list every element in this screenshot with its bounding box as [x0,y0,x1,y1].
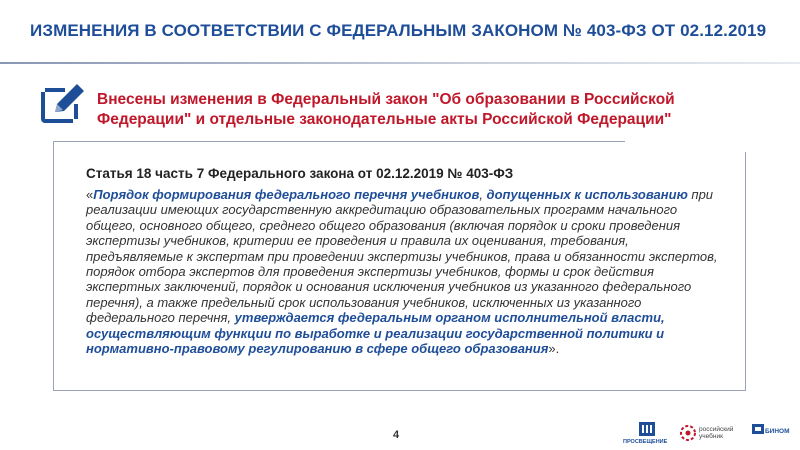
quote-emphasis-3: утверждается федеральным органом исполнительной власти, осуществляющим функции по выработке и реализации государственной политики и нормативно-правовому регулированию в сфере общего образования [86,310,665,357]
page-number: 4 [393,429,400,441]
title-divider [0,62,800,64]
intro-line-1: Внесены изменения в Федеральный закон "Об образовании в Российской [97,91,675,108]
frame-bottom-border [53,390,745,391]
edit-icon [41,82,87,124]
rossiyskiy-uchebnik-logo [679,420,739,446]
article-quote [86,187,726,356]
article-heading: Статья 18 часть 7 Федерального закона от 02.12.2019 № 403-ФЗ [86,166,514,181]
intro-line-2: Федерации" и отдельные законодательные акты Российской Федерации" [97,111,672,128]
rossiyskiy-uchebnik-emblem-icon [679,424,697,442]
binom-logo-text: БИНОМ [765,428,790,435]
quote-open: « [86,187,94,202]
prosveshchenie-emblem-icon [621,420,673,438]
slide-title: ИЗМЕНЕНИЯ В СООТВЕТСТВИИ С ФЕДЕРАЛЬНЫМ ЗАКОНОМ № 403-ФЗ ОТ 02.12.2019 [30,21,767,40]
binom-logo [752,420,792,446]
frame-right-border [745,152,746,391]
prosveshchenie-logo [621,420,673,446]
quote-emphasis-1: Порядок формирования федерального перечня учебников [93,187,480,202]
quote-text-1: , [479,187,487,202]
rossiyskiy-uchebnik-logo-text: российский учебник [699,426,734,440]
prosveshchenie-logo-text: ПРОСВЕЩЕНИЕ [623,439,668,445]
quote-close: ». [548,341,560,357]
intro-statement [97,90,747,130]
quote-text-2: при реализации имеющих государственную аккредитацию образовательных программ начального общего, основного общего, среднего общего образования (включая порядок и сроки проведения экспертизы учебников, критерии ее проведения и правила их оценивания, требования, предъявляемые к экспертам при проведении экспертизы учебников, права и обязанности экспертов, порядок отбора экспертов для проведения экспертизы учебников, формы и срок действия экспертных заключений, порядок и основания исключения учебников из указанного федерального перечня), а также предельный срок использования учебников, исключенных из указанного федерального перечня, [86,187,718,326]
frame-top-border [53,141,625,142]
quote-emphasis-2: допущенных к использованию [486,187,688,202]
frame-left-border [53,141,54,391]
